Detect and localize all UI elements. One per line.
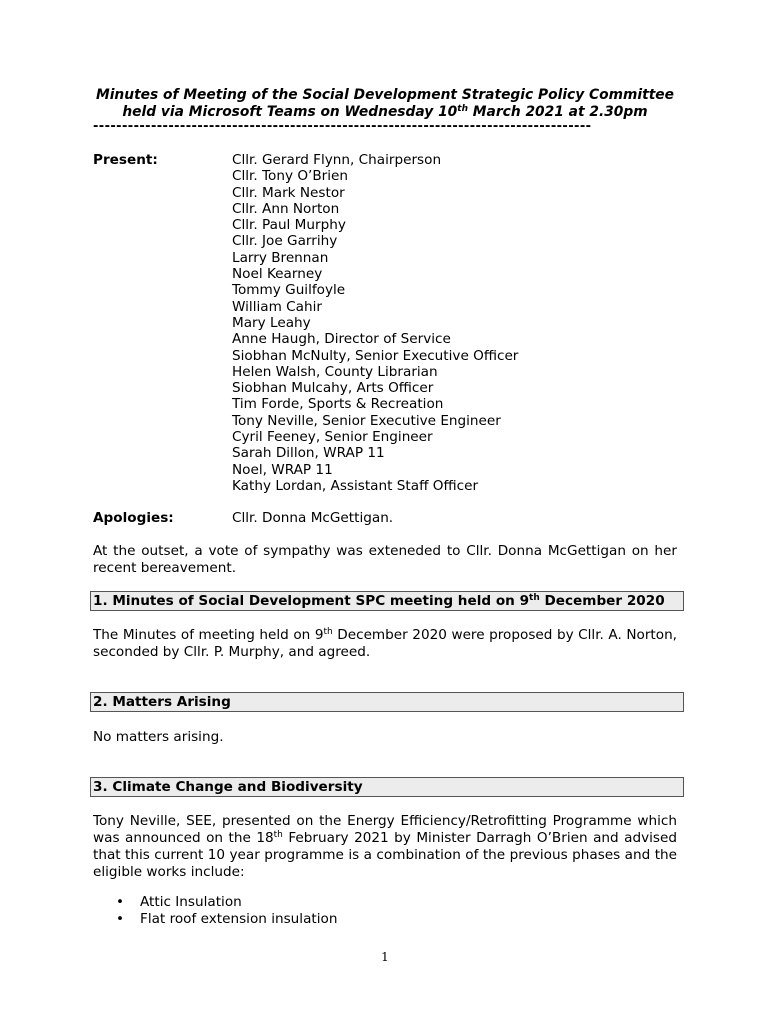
- present-member: Larry Brennan: [232, 249, 329, 266]
- present-member: Helen Walsh, County Librarian: [232, 363, 438, 380]
- section-2-body: No matters arising.: [93, 729, 224, 745]
- present-member: Tony Neville, Senior Executive Engineer: [232, 412, 501, 429]
- present-list: [232, 152, 518, 494]
- present-member: Tommy Guilfoyle: [232, 282, 346, 299]
- sympathy-paragraph: At the outset, a vote of sympathy was exteneded to Cllr. Donna McGettigan on her recent bereavement.: [93, 543, 677, 576]
- present-member: Noel, WRAP 11: [232, 461, 333, 478]
- section-1-body-post: December 2020 were proposed by Cllr. A. Norton, seconded by Cllr. P. Murphy, and agreed.: [93, 627, 678, 660]
- present-member: Sarah Dillon, WRAP 11: [232, 445, 385, 462]
- section-3-heading: 3. Climate Change and Biodiversity: [90, 777, 684, 797]
- present-member: William Cahir: [232, 298, 322, 315]
- bullet-icon: •: [116, 911, 125, 927]
- section-3-body-sup: th: [273, 830, 283, 840]
- present-member: Cllr. Ann Norton: [232, 200, 340, 217]
- present-member: Kathy Lordan, Assistant Staff Officer: [232, 477, 479, 494]
- list-item: [116, 894, 337, 911]
- apologies-text: Cllr. Donna McGettigan.: [232, 510, 394, 526]
- section-3-body-post: February 2021 by Minister Darragh O’Brien and advised that this current 10 year programme is a combination of the previous phases and the eligible works include:: [93, 830, 677, 880]
- page-number: 1: [381, 950, 389, 964]
- present-member: Noel Kearney: [232, 266, 323, 283]
- section-1-body-sup: th: [323, 627, 333, 637]
- present-member: Cyril Feeney, Senior Engineer: [232, 429, 433, 446]
- present-member: Mary Leahy: [232, 314, 311, 331]
- present-member: Anne Haugh, Director of Service: [232, 331, 451, 348]
- bullet-icon: •: [116, 894, 125, 910]
- title-line-2-pre: held via Microsoft Teams on Wednesday 10: [122, 104, 458, 120]
- title-divider: --------------------------------------------------------------------------------------: [93, 120, 592, 134]
- title-line-1: Minutes of Meeting of the Social Development Strategic Policy Committee: [95, 87, 675, 103]
- present-member: Siobhan McNulty, Senior Executive Officer: [232, 347, 519, 364]
- section-1-body-pre: The Minutes of meeting held on 9: [93, 627, 324, 643]
- present-member: Cllr. Mark Nestor: [232, 184, 345, 201]
- section-3-body: [93, 813, 677, 881]
- title-line-2-sup: th: [457, 104, 468, 114]
- title-line-2: [0, 104, 770, 121]
- section-1-body: [93, 627, 677, 661]
- present-label: Present:: [93, 152, 158, 168]
- list-item-text: Attic Insulation: [140, 894, 242, 910]
- present-member: Siobhan Mulcahy, Arts Officer: [232, 380, 434, 397]
- present-member: Tim Forde, Sports & Recreation: [232, 396, 444, 413]
- section-1-heading-sup: th: [529, 593, 540, 603]
- section-1-heading: [90, 591, 684, 611]
- present-member: Cllr. Joe Garrihy: [232, 233, 338, 250]
- section-3-body-pre: Tony Neville, SEE, presented on the Energy Efficiency/Retrofitting Programme which was announced on the 18: [93, 813, 677, 846]
- section-1-heading-pre: 1. Minutes of Social Development SPC meeting held on 9: [93, 593, 530, 609]
- title-line-2-post: March 2021 at 2.30pm: [468, 104, 648, 120]
- works-bullet-list: [116, 894, 337, 928]
- section-1-heading-post: December 2020: [539, 593, 665, 609]
- present-member: Cllr. Tony O’Brien: [232, 168, 349, 185]
- list-item: [116, 911, 337, 928]
- section-2-heading: 2. Matters Arising: [90, 692, 684, 712]
- apologies-label: Apologies:: [93, 510, 174, 526]
- present-member: Cllr. Gerard Flynn, Chairperson: [232, 152, 442, 168]
- list-item-text: Flat roof extension insulation: [140, 911, 338, 927]
- present-member: Cllr. Paul Murphy: [232, 217, 346, 234]
